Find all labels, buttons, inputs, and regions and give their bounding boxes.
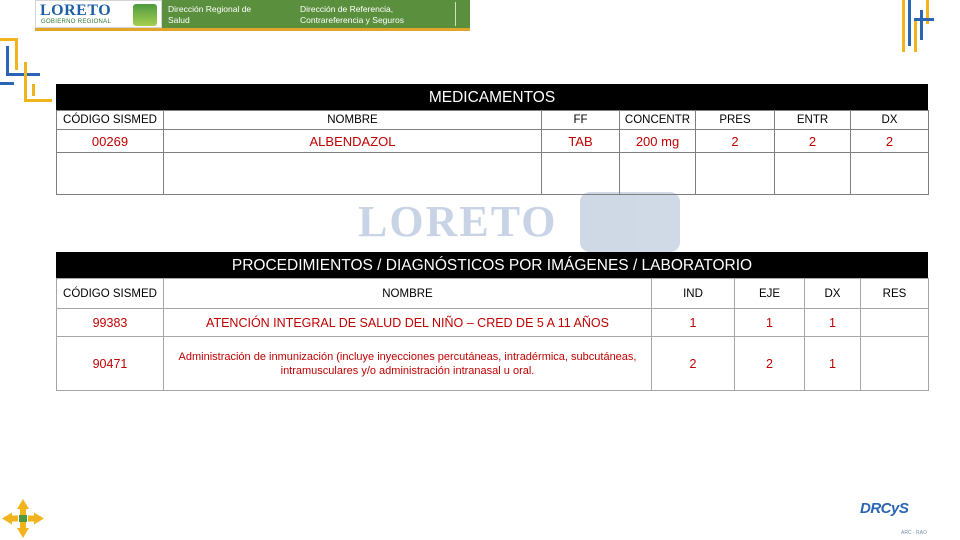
- cell-nombre: ATENCIÓN INTEGRAL DE SALUD DEL NIÑO – CRED DE 5 A 11 AÑOS: [164, 309, 652, 337]
- table-header-row: [57, 279, 929, 309]
- col-codigo-sismed: CÓDIGO SISMED: [57, 111, 164, 130]
- cell-ff: TAB: [542, 130, 620, 153]
- col-entr: ENTR: [775, 111, 851, 130]
- cell-empty: [57, 153, 164, 195]
- cell-entr: 2: [775, 130, 851, 153]
- col-ind: IND: [652, 279, 735, 309]
- header-band: [162, 0, 470, 28]
- cell-concentr: 200 mg: [620, 130, 696, 153]
- logo-wordmark: LORETO: [40, 2, 112, 19]
- org-primary: Dirección Regional de Salud: [168, 4, 252, 25]
- col-concentr: CONCENTR: [620, 111, 696, 130]
- cell-nombre: ALBENDAZOL: [164, 130, 542, 153]
- col-nombre: NOMBRE: [164, 279, 652, 309]
- cell-codigo: 99383: [57, 309, 164, 337]
- header-divider: [455, 2, 456, 26]
- logo-subtitle: GOBIERNO REGIONAL: [41, 19, 112, 25]
- cell-empty: [851, 153, 929, 195]
- col-pres: PRES: [696, 111, 775, 130]
- cell-ind: 2: [652, 337, 735, 391]
- table-row-empty: [57, 153, 929, 195]
- table-row: [57, 309, 929, 337]
- header-rule: [35, 28, 470, 31]
- col-ff: FF: [542, 111, 620, 130]
- cell-codigo: 00269: [57, 130, 164, 153]
- cell-empty: [164, 153, 542, 195]
- col-eje: EJE: [735, 279, 805, 309]
- col-dx: DX: [851, 111, 929, 130]
- watermark-logo: [315, 188, 710, 254]
- table-row: [57, 337, 929, 391]
- watermark-emblem-icon: [580, 192, 680, 252]
- medicamentos-table: [56, 84, 928, 195]
- cell-pres: 2: [696, 130, 775, 153]
- cell-empty: [620, 153, 696, 195]
- medicamentos-title: MEDICAMENTOS: [56, 84, 928, 110]
- procedimientos-table: [56, 252, 928, 391]
- cell-dx: 1: [805, 337, 861, 391]
- cell-nombre: Administración de inmunización (incluye inyecciones percutáneas, intradérmica, subcutáneas, intramusculares y/o administración intranasal u oral.: [164, 337, 652, 391]
- cell-dx: 2: [851, 130, 929, 153]
- cell-dx: 1: [805, 309, 861, 337]
- cell-eje: 1: [735, 309, 805, 337]
- procedimientos-title: PROCEDIMIENTOS / DIAGNÓSTICOS POR IMÁGENES / LABORATORIO: [56, 252, 928, 278]
- cell-empty: [775, 153, 851, 195]
- drcys-brand: DRCyS: [860, 500, 909, 517]
- cell-empty: [542, 153, 620, 195]
- table-row: [57, 130, 929, 153]
- cell-codigo: 90471: [57, 337, 164, 391]
- col-dx: DX: [805, 279, 861, 309]
- col-codigo-sismed: CÓDIGO SISMED: [57, 279, 164, 309]
- loreto-logo: [35, 0, 162, 28]
- cell-res: [861, 337, 929, 391]
- drcys-tagline: ARC · RAO: [901, 530, 927, 536]
- cell-eje: 2: [735, 337, 805, 391]
- col-res: RES: [861, 279, 929, 309]
- cell-res: [861, 309, 929, 337]
- table-header-row: [57, 111, 929, 130]
- medicamentos-grid: [56, 110, 929, 195]
- logo-emblem-icon: [133, 4, 157, 26]
- procedimientos-grid: [56, 278, 929, 391]
- cell-empty: [696, 153, 775, 195]
- org-secondary: Dirección de Referencia, Contrareferencia y Seguros: [300, 4, 404, 25]
- compass-ornament-icon: [0, 497, 46, 540]
- col-nombre: NOMBRE: [164, 111, 542, 130]
- page-header: [0, 0, 960, 32]
- cell-ind: 1: [652, 309, 735, 337]
- watermark-text: LORETO: [358, 197, 558, 246]
